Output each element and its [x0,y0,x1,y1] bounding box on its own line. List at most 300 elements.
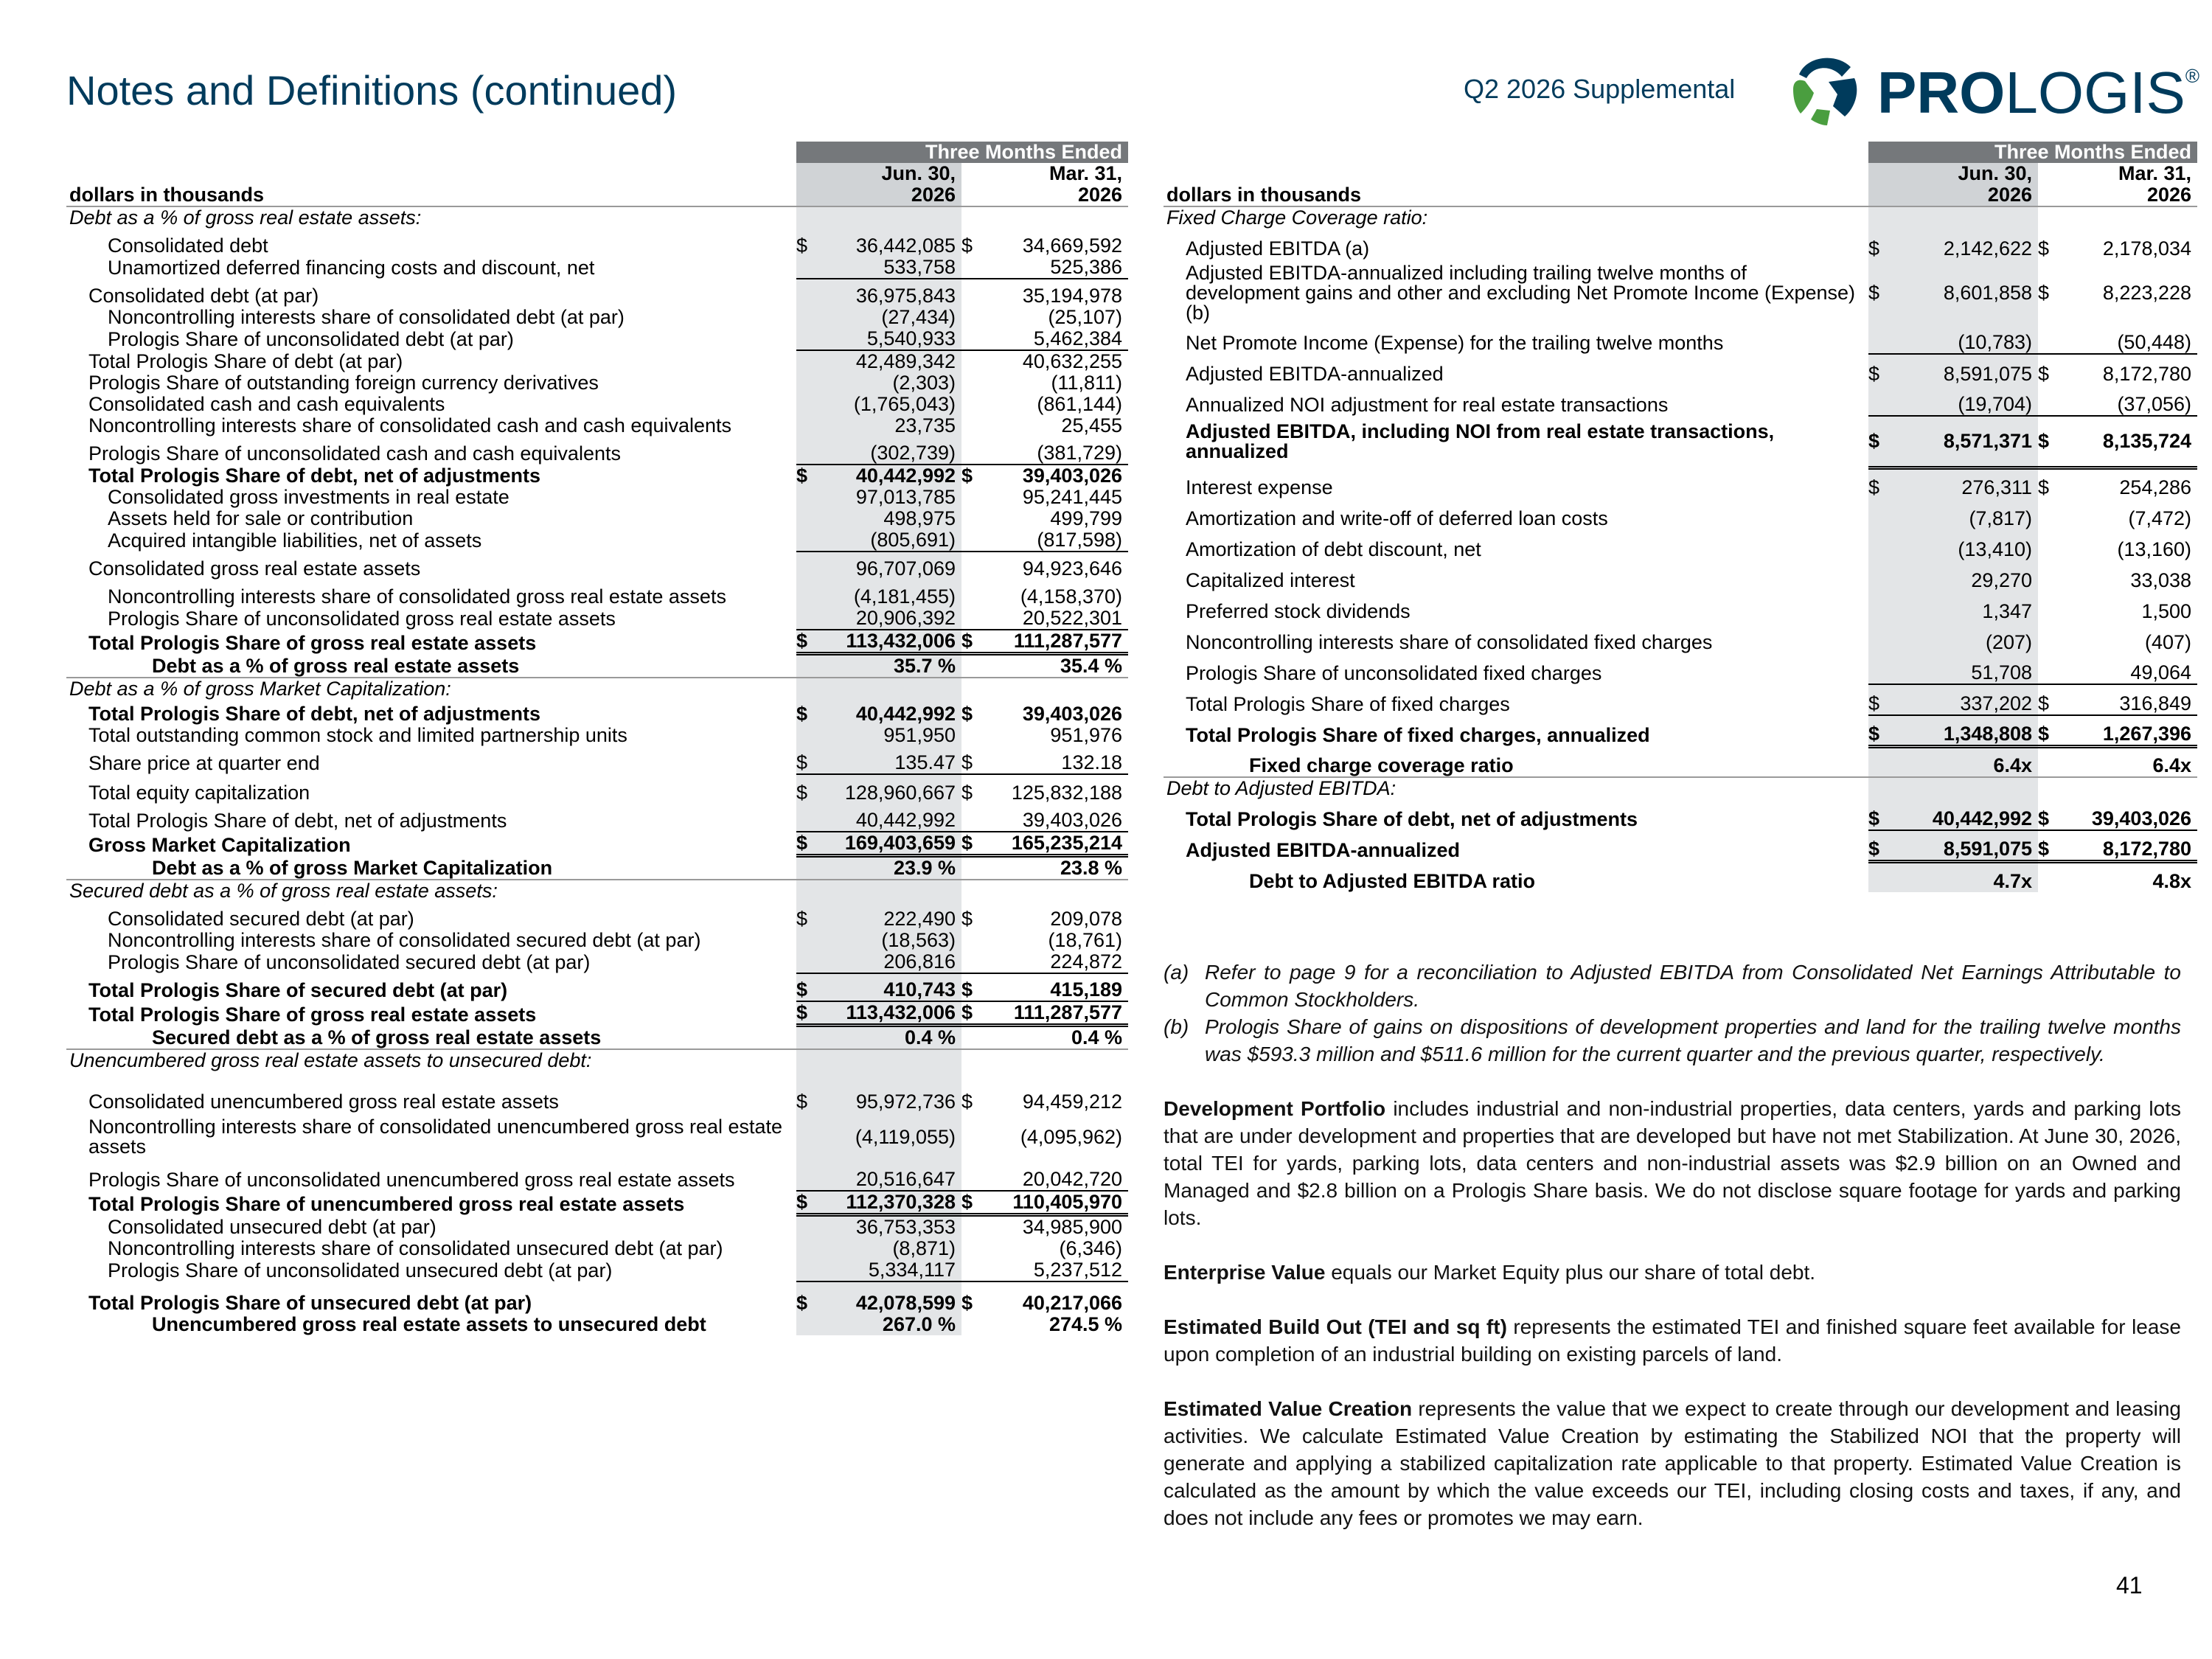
currency-symbol [796,1259,821,1281]
value-current-quarter: 5,334,117 [821,1259,961,1281]
currency-symbol [2038,498,2060,529]
currency-symbol: $ [796,1281,821,1314]
row-label: Amortization of debt discount, net [1186,538,1481,560]
currency-symbol [961,529,984,552]
currency-symbol [796,508,821,529]
value-prior-quarter: (407) [2144,631,2192,653]
row-label: Noncontrolling interests share of consolidated unsecured debt (at par) [108,1237,723,1259]
value-prior-quarter: 415,189 [984,973,1128,1001]
value-current-quarter: 135.47 [821,746,961,774]
row-label: Assets held for sale or contribution [108,507,414,529]
value-current-quarter: (302,739) [821,437,961,465]
section-label: Fixed Charge Coverage ratio: [1166,206,1428,229]
currency-symbol: $ [961,703,973,725]
shade-cell [1868,206,1893,229]
table-row [66,350,1128,372]
currency-symbol [1868,326,1893,354]
currency-symbol [961,654,984,678]
right-financial-table [1164,142,2197,892]
value-current-quarter: 5,540,933 [821,328,961,350]
currency-symbol [796,350,821,372]
currency-symbol [961,856,984,880]
table-row [66,725,1128,746]
currency-symbol [1868,560,1893,591]
currency-symbol: $ [961,630,984,654]
row-label: Total Prologis Share of debt, net of adjustments [88,703,541,725]
currency-symbol: $ [796,973,821,1001]
table-row [66,608,1128,630]
currency-symbol [961,279,984,307]
value-current-quarter: (1,765,043) [821,394,961,415]
table-row [66,1215,1128,1239]
currency-symbol [961,372,984,394]
table-row [66,229,1128,257]
currency-symbol [961,608,984,630]
row-label: Total Prologis Share of debt, net of adjustments [88,465,541,487]
currency-symbol [1868,591,1893,622]
currency-symbol: $ [961,973,984,1001]
blank-cell [961,206,984,229]
currency-symbol: $ [1868,467,1893,498]
value-current-quarter: 169,403,659 [821,832,961,856]
value-current-quarter: (2,303) [821,372,961,394]
table-row [66,1281,1128,1314]
currency-symbol [796,1215,821,1239]
value-current-quarter: 36,975,843 [821,279,961,307]
shade-cell [796,1049,821,1071]
currency-symbol [796,804,821,832]
currency-symbol: $ [796,832,821,856]
currency-symbol: $ [796,902,821,930]
value-prior-quarter: 274.5 % [1048,1313,1123,1335]
value-current-quarter: 40,442,992 [821,465,961,487]
table-row [1164,326,2197,354]
row-label: Adjusted EBITDA-annualized including trailing twelve months of development gains and other and excluding Net Promote Income (Expense) (b) [1186,261,1856,324]
table-band-row [66,142,1128,163]
currency-symbol [2038,746,2060,777]
prologis-logo [1784,49,2200,130]
currency-symbol: $ [961,908,973,930]
shade-cell [1893,206,2038,229]
value-current-quarter: (13,410) [1893,529,2038,560]
value-prior-quarter: 111,287,577 [984,1001,1128,1026]
value-prior-quarter: (381,729) [1037,442,1123,464]
row-label: Unamortized deferred financing costs and discount, net [108,257,595,279]
value-prior-quarter: 5,237,512 [1033,1259,1123,1281]
value-current-quarter: 113,432,006 [821,630,961,654]
table-row [1164,684,2197,715]
value-current-quarter: (207) [1893,622,2038,653]
value-prior-quarter: 254,286 [2119,476,2192,498]
row-label: Acquired intangible liabilities, net of assets [108,529,482,552]
currency-symbol: $ [796,746,821,774]
row-label: Prologis Share of unconsolidated fixed charges [1186,662,1602,684]
currency-symbol [2038,622,2060,653]
table-row [1164,354,2197,385]
value-prior-quarter: (37,056) [2117,393,2192,415]
value-current-quarter: 29,270 [1893,560,2038,591]
currency-symbol: $ [796,465,821,487]
currency-symbol [796,1314,821,1335]
table-row [66,415,1128,437]
currency-symbol: $ [961,751,973,773]
logo-wordmark: PROLOGIS® [1877,60,2200,125]
currency-symbol [961,307,984,328]
section-header-row [66,880,1128,902]
currency-symbol [796,372,821,394]
currency-symbol [1868,498,1893,529]
shade-cell [796,678,821,700]
value-prior-quarter: 39,403,026 [2091,807,2192,830]
shade-cell [1868,777,1893,799]
value-current-quarter: 23.9 % [821,856,961,880]
value-current-quarter: 8,571,371 [1893,416,2038,467]
value-current-quarter: 36,442,085 [821,229,961,257]
col2-header-top: Mar. 31, [2118,162,2192,184]
table-row [1164,622,2197,653]
value-current-quarter: 533,758 [821,257,961,279]
currency-symbol [796,725,821,746]
page-number: 41 [2116,1572,2143,1599]
value-current-quarter: (7,817) [1893,498,2038,529]
row-label: Consolidated gross real estate assets [88,557,421,580]
row-label: Fixed charge coverage ratio [1249,754,1514,776]
currency-symbol: $ [961,774,984,804]
notes-section [1164,959,2181,1559]
value-current-quarter: 6.4x [1893,746,2038,777]
currency-symbol [796,307,821,328]
unit-label: dollars in thousands [66,184,796,206]
value-current-quarter: 8,591,075 [1893,354,2038,385]
row-label: Noncontrolling interests share of consolidated unencumbered gross real estate assets [88,1116,783,1158]
blank-cell [2060,206,2197,229]
table-row [1164,591,2197,622]
value-current-quarter: 42,489,342 [821,350,961,372]
value-current-quarter: 40,442,992 [821,700,961,725]
currency-symbol: $ [961,234,973,257]
value-prior-quarter: 40,632,255 [984,350,1128,372]
table-row [66,279,1128,307]
blank-cell [2038,206,2060,229]
row-label: Prologis Share of unconsolidated debt (at par) [108,328,514,350]
value-prior-quarter: 39,403,026 [984,465,1128,487]
row-label: Share price at quarter end [88,752,320,774]
currency-symbol: $ [2038,830,2060,861]
value-prior-quarter: 2,178,034 [2102,237,2192,260]
currency-symbol [961,1026,984,1050]
currency-symbol: $ [796,229,821,257]
value-prior-quarter: 8,172,780 [2060,830,2197,861]
row-label: Debt to Adjusted EBITDA ratio [1249,870,1535,892]
value-current-quarter: 128,960,667 [821,774,961,804]
col1-header-bottom: 2026 [821,184,961,206]
currency-symbol: $ [796,630,821,654]
currency-symbol [1868,622,1893,653]
value-current-quarter: 51,708 [1893,653,2038,684]
table-row [66,902,1128,930]
col1-header-top: Jun. 30, [821,163,961,184]
value-current-quarter: 95,972,736 [821,1071,961,1113]
currency-symbol [961,394,984,415]
value-prior-quarter: (7,472) [2128,507,2192,529]
value-prior-quarter: 165,235,214 [984,832,1128,856]
table-row [66,774,1128,804]
value-current-quarter: 112,370,328 [821,1191,961,1215]
table-row [66,437,1128,465]
currency-symbol [961,1215,984,1239]
shade-cell [821,880,961,902]
currency-symbol [961,1238,984,1259]
table-row [66,487,1128,508]
value-current-quarter: 337,202 [1893,684,2038,715]
table-row [1164,746,2197,777]
table-row [1164,830,2197,861]
section-header-row [66,206,1128,229]
currency-symbol [796,951,821,973]
value-prior-quarter: (4,095,962) [1020,1125,1123,1148]
row-label: Total Prologis Share of debt (at par) [88,350,403,372]
row-label: Consolidated secured debt (at par) [108,908,414,930]
row-label: Adjusted EBITDA-annualized [1186,363,1444,385]
value-prior-quarter: 94,459,212 [1022,1091,1123,1113]
table-row [1164,861,2197,892]
value-prior-quarter: 0.4 % [1071,1026,1123,1048]
table-row [1164,715,2197,746]
currency-symbol [2038,591,2060,622]
value-current-quarter: 23,735 [821,415,961,437]
col1-header-bottom: 2026 [1893,184,2038,206]
value-prior-quarter: 20,522,301 [1022,607,1123,629]
currency-symbol [961,257,984,279]
table-row [66,1259,1128,1281]
value-current-quarter: 206,816 [821,951,961,973]
col1-header-top: Jun. 30, [1893,163,2038,184]
value-prior-quarter: 34,985,900 [1022,1216,1123,1238]
unit-label: dollars in thousands [1164,184,1868,206]
currency-symbol: $ [1868,715,1893,746]
section-label: Debt to Adjusted EBITDA: [1164,777,1868,799]
value-current-quarter: (10,783) [1893,326,2038,354]
row-label: Adjusted EBITDA (a) [1186,237,1370,260]
row-label: Total outstanding common stock and limited partnership units [88,724,627,746]
currency-symbol [2038,529,2060,560]
value-current-quarter: (27,434) [821,307,961,328]
currency-symbol: $ [1868,799,1893,830]
value-current-quarter: 1,347 [1893,591,2038,622]
value-prior-quarter: 111,287,577 [984,630,1128,654]
row-label: Total Prologis Share of fixed charges, annualized [1186,724,1650,746]
value-prior-quarter: 6.4x [2152,754,2192,776]
value-prior-quarter: (50,448) [2117,331,2192,353]
col2-header-top: Mar. 31, [1048,162,1123,184]
value-prior-quarter: 8,135,724 [2060,416,2197,467]
table-row [66,580,1128,608]
value-current-quarter: 96,707,069 [821,552,961,580]
row-label: Consolidated unsecured debt (at par) [108,1216,437,1238]
currency-symbol [961,1259,984,1281]
currency-symbol: $ [961,465,984,487]
value-prior-quarter: 132.18 [1061,751,1123,773]
section-header-row [66,678,1128,700]
row-label: Noncontrolling interests share of consolidated cash and cash equivalents [88,414,732,437]
table-row [66,746,1128,774]
table-row [66,1314,1128,1335]
currency-symbol: $ [961,832,984,856]
row-label: Total equity capitalization [88,782,310,804]
currency-symbol [961,487,984,508]
value-current-quarter: 276,311 [1893,467,2038,498]
table-row [66,630,1128,654]
table-row [66,951,1128,973]
row-label: Consolidated gross investments in real estate [108,486,509,508]
currency-symbol: $ [2038,354,2060,385]
currency-symbol [961,437,984,465]
currency-symbol: $ [2038,715,2060,746]
row-label: Adjusted EBITDA, including NOI from real estate transactions, annualized [1186,420,1775,462]
section-header-row [66,1049,1128,1071]
currency-symbol [796,394,821,415]
currency-symbol [961,415,984,437]
currency-symbol [961,804,984,832]
currency-symbol [796,608,821,630]
table-row [66,508,1128,529]
table-row [66,1001,1128,1026]
value-current-quarter: 42,078,599 [821,1281,961,1314]
section-label: Secured debt as a % of gross real estate assets: [66,880,796,902]
row-label: Total Prologis Share of debt, net of adjustments [1186,808,1638,830]
value-current-quarter: (4,181,455) [821,580,961,608]
value-prior-quarter: (6,346) [1059,1237,1123,1259]
currency-symbol: $ [2038,476,2050,498]
currency-symbol [796,529,821,552]
value-current-quarter: 40,442,992 [1893,799,2038,830]
value-current-quarter: 498,975 [821,508,961,529]
table-row [66,1026,1128,1050]
table-row [66,1238,1128,1259]
footnote-a: (a) Refer to page 9 for a reconciliation to Adjusted EBITDA from Consolidated Net Earnings Attributable to Common Stockholders. [1164,961,2181,1011]
row-label: Preferred stock dividends [1186,600,1411,622]
value-prior-quarter: (18,761) [1048,929,1123,951]
currency-symbol: $ [1868,260,1893,326]
currency-symbol [961,328,984,350]
currency-symbol: $ [1868,830,1893,861]
table-row [66,529,1128,552]
row-label: Prologis Share of unconsolidated gross real estate assets [108,608,616,630]
row-label: Noncontrolling interests share of consolidated secured debt (at par) [108,929,701,951]
currency-symbol [796,437,821,465]
currency-symbol: $ [961,1001,984,1026]
value-current-quarter: 36,753,353 [821,1215,961,1239]
value-current-quarter: 4.7x [1893,861,2038,892]
value-prior-quarter: 49,064 [2130,661,2192,684]
table-row [66,328,1128,350]
left-financial-table [66,142,1128,1335]
table-row [66,930,1128,951]
section-header-row [1164,777,2197,799]
table-row [66,973,1128,1001]
value-current-quarter: (19,704) [1893,385,2038,416]
row-label: Debt as a % of gross real estate assets [152,655,520,677]
value-current-quarter: 1,348,808 [1893,715,2038,746]
currency-symbol [961,1161,984,1191]
value-prior-quarter: 1,267,396 [2060,715,2197,746]
currency-symbol [796,1026,821,1050]
table-row [66,465,1128,487]
currency-symbol: $ [796,774,821,804]
definition-enterprise-value: Enterprise Value equals our Market Equity plus our share of total debt. [1164,1261,1816,1284]
value-prior-quarter: 39,403,026 [1022,703,1123,725]
row-label: Consolidated debt [108,234,268,257]
table-row [66,1113,1128,1161]
value-prior-quarter: 8,172,780 [2060,354,2197,385]
table-row [66,1071,1128,1113]
blank-cell [984,1049,1128,1071]
value-current-quarter: 0.4 % [821,1026,961,1050]
row-label: Annualized NOI adjustment for real estate transactions [1186,394,1669,416]
shade-cell [821,206,961,229]
table-row [1164,467,2197,498]
value-prior-quarter: 5,462,384 [1033,327,1123,349]
currency-symbol [1868,653,1893,684]
col2-header-bottom: 2026 [2060,184,2197,206]
currency-symbol [961,725,984,746]
currency-symbol [796,328,821,350]
blank-cell [984,206,1128,229]
row-label: Total Prologis Share of debt, net of adjustments [88,810,507,832]
section-header-row [1164,206,2197,229]
value-prior-quarter: 110,405,970 [984,1191,1128,1215]
row-label: Noncontrolling interests share of consolidated debt (at par) [108,306,625,328]
value-prior-quarter: (817,598) [1037,529,1123,551]
row-label: Noncontrolling interests share of consolidated fixed charges [1186,631,1713,653]
table-row [1164,229,2197,260]
currency-symbol [796,257,821,279]
row-label: Unencumbered gross real estate assets to unsecured debt [152,1313,706,1335]
shade-cell [796,206,821,229]
currency-symbol: $ [1868,354,1893,385]
row-label: Debt as a % of gross Market Capitalization [152,857,553,879]
table-row [66,1191,1128,1215]
currency-symbol [961,930,984,951]
value-prior-quarter: (11,811) [1051,372,1123,394]
section-label: Debt as a % of gross real estate assets: [69,206,422,229]
currency-symbol [2038,560,2060,591]
currency-symbol [961,552,984,580]
page-title: Notes and Definitions (continued) [66,67,678,114]
supplemental-label: Q2 2026 Supplemental [1464,74,1736,104]
shade-cell [796,880,821,902]
table-row [66,307,1128,328]
currency-symbol [961,1113,984,1161]
value-prior-quarter: 40,217,066 [984,1281,1128,1314]
definition-estimated-value-creation: Estimated Value Creation represents the value that we expect to create through our development and leasing activities. We calculate Estimated Value Creation by estimating the Stabilized NOI that the property will generate and applying a stabilized capitalization rate applicable to that property. Estimated Value Creation is calculated as the amount by which the value exceeds our TEI, including closing costs and taxes, if any, and does not include any fees or promotes we may earn. [1164,1397,2182,1529]
row-label: Prologis Share of unconsolidated secured debt (at par) [108,951,591,973]
table-row [1164,529,2197,560]
value-prior-quarter: 8,223,228 [2102,281,2192,304]
table-row [66,856,1128,880]
currency-symbol: $ [2038,684,2060,715]
definition-estimated-build-out: Estimated Build Out (TEI and sq ft) represents the estimated TEI and finished square feet available for lease upon completion of an industrial building on existing parcels of land. [1164,1315,2182,1366]
currency-symbol [796,654,821,678]
shade-cell [821,678,961,700]
table-row [1164,799,2197,830]
table-row [1164,416,2197,467]
value-prior-quarter: (13,160) [2117,538,2192,560]
value-prior-quarter: 25,455 [1061,414,1123,437]
value-prior-quarter: 35.4 % [1060,655,1123,677]
row-label: Total Prologis Share of fixed charges [1186,693,1510,715]
value-prior-quarter: 316,849 [2060,684,2197,715]
